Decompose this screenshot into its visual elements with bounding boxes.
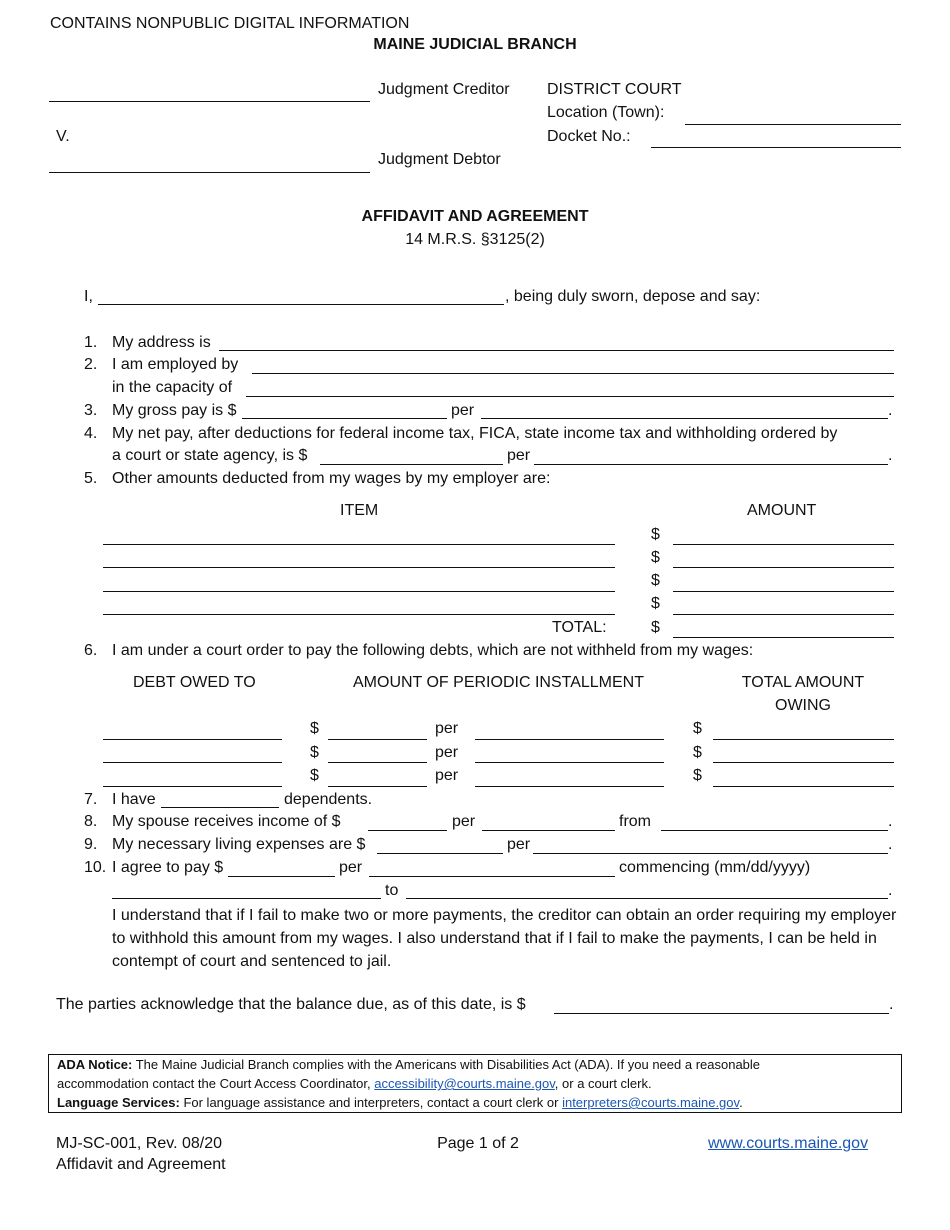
item-number: 3. xyxy=(84,402,98,419)
deduction-item-line[interactable] xyxy=(103,544,615,545)
deduction-amount-line[interactable] xyxy=(673,614,894,615)
total-owing-line[interactable] xyxy=(713,739,894,740)
form-id: MJ-SC-001, Rev. 08/20 xyxy=(56,1135,222,1152)
debt-per: per xyxy=(435,720,459,737)
spouse-income-period-line[interactable] xyxy=(482,830,615,831)
spouse-income-per: per xyxy=(452,813,476,830)
dollar-sign: $ xyxy=(651,572,660,589)
branch-title: MAINE JUDICIAL BRANCH xyxy=(373,36,577,53)
total-owing-header-2: OWING xyxy=(775,697,831,714)
balance-label: The parties acknowledge that the balance due, as of this date, is $ xyxy=(56,996,526,1013)
gross-pay-label: My gross pay is $ xyxy=(112,402,237,419)
installment-amount-line[interactable] xyxy=(328,786,427,787)
court-order-debts-label: I am under a court order to pay the following debts, which are not withheld from my wages: xyxy=(112,642,754,659)
total-owing-line[interactable] xyxy=(713,786,894,787)
gross-pay-period-line[interactable] xyxy=(481,418,888,419)
dollar-sign: $ xyxy=(651,595,660,612)
balance-amount-line[interactable] xyxy=(554,1013,889,1014)
debtor-label: Judgment Debtor xyxy=(378,151,501,168)
location-label: Location (Town): xyxy=(547,104,665,121)
dollar-sign: $ xyxy=(651,619,660,636)
dependents-label: I have xyxy=(112,791,156,808)
dollar-sign: $ xyxy=(310,744,319,761)
dollar-sign: $ xyxy=(693,720,702,737)
language-services-text: For language assistance and interpreters, contact a court clerk or xyxy=(179,1095,563,1110)
item-number: 7. xyxy=(84,791,98,808)
commencing-date-line[interactable] xyxy=(112,898,381,899)
address-label: My address is xyxy=(112,334,211,351)
debt-per: per xyxy=(435,744,459,761)
spouse-income-amount-line[interactable] xyxy=(368,830,447,831)
intro-i: I, xyxy=(84,288,93,305)
total-label: TOTAL: xyxy=(552,619,607,636)
ada-notice-label: ADA Notice: xyxy=(57,1057,133,1072)
item-number: 2. xyxy=(84,356,98,373)
language-services-label: Language Services: xyxy=(57,1095,180,1110)
item-number: 8. xyxy=(84,813,98,830)
intro-sworn: , being duly sworn, depose and say: xyxy=(505,288,761,305)
docket-label: Docket No.: xyxy=(547,128,631,145)
living-expenses-per: per xyxy=(507,836,531,853)
debt-per: per xyxy=(435,767,459,784)
deduction-amount-line[interactable] xyxy=(673,567,894,568)
installment-amount-line[interactable] xyxy=(328,762,427,763)
affiant-name-line[interactable] xyxy=(98,304,504,305)
item-column-header: ITEM xyxy=(340,502,379,519)
period-mark: . xyxy=(888,447,893,464)
item-number: 4. xyxy=(84,425,98,442)
accessibility-email-link[interactable]: accessibility@courts.maine.gov xyxy=(374,1076,555,1091)
ada-notice-text-2: accommodation contact the Court Access Coordinator, xyxy=(57,1076,375,1091)
period-mark: . xyxy=(888,882,893,899)
dollar-sign: $ xyxy=(310,720,319,737)
dependents-count-line[interactable] xyxy=(161,807,279,808)
period-mark: . xyxy=(889,996,894,1013)
gross-pay-per: per xyxy=(451,402,475,419)
installment-period-line[interactable] xyxy=(475,762,664,763)
net-pay-per: per xyxy=(507,447,531,464)
dollar-sign: $ xyxy=(693,744,702,761)
dollar-sign: $ xyxy=(651,526,660,543)
net-pay-period-line[interactable] xyxy=(534,464,888,465)
agree-period-line[interactable] xyxy=(369,876,615,877)
deduction-total-line[interactable] xyxy=(673,637,894,638)
period-mark: . xyxy=(888,813,893,830)
item-number: 10. xyxy=(84,859,107,876)
agree-to-label: to xyxy=(385,882,399,899)
period-mark: . xyxy=(888,836,893,853)
agree-to-pay-label: I agree to pay $ xyxy=(112,859,224,876)
creditor-label: Judgment Creditor xyxy=(378,81,510,98)
deduction-item-line[interactable] xyxy=(103,591,615,592)
notice-box xyxy=(48,1054,902,1113)
other-deductions-label: Other amounts deducted from my wages by my employer are: xyxy=(112,470,551,487)
dependents-suffix: dependents. xyxy=(284,791,373,808)
ada-notice-line xyxy=(57,1057,760,1072)
language-services-dot: . xyxy=(739,1095,743,1110)
court-label: DISTRICT COURT xyxy=(547,81,682,98)
net-pay-label-2: a court or state agency, is $ xyxy=(112,447,308,464)
agree-per: per xyxy=(339,859,363,876)
commencing-label: commencing (mm/dd/yyyy) xyxy=(619,859,811,876)
capacity-label: in the capacity of xyxy=(112,379,233,396)
item-number: 1. xyxy=(84,334,98,351)
dollar-sign: $ xyxy=(651,549,660,566)
page-number: Page 1 of 2 xyxy=(437,1135,519,1152)
total-owing-line[interactable] xyxy=(713,762,894,763)
gross-pay-amount-line[interactable] xyxy=(242,418,447,419)
agree-end-line[interactable] xyxy=(406,898,888,899)
net-pay-label: My net pay, after deductions for federal income tax, FICA, state income tax and withholding ordered by xyxy=(112,425,838,442)
debt-owed-line[interactable] xyxy=(103,786,282,787)
debt-owed-line[interactable] xyxy=(103,739,282,740)
form-name: Affidavit and Agreement xyxy=(56,1156,226,1173)
living-expenses-period-line[interactable] xyxy=(533,853,888,854)
location-line[interactable] xyxy=(685,124,901,125)
deduction-item-line[interactable] xyxy=(103,614,615,615)
website-link[interactable]: www.courts.maine.gov xyxy=(708,1135,869,1152)
installment-period-line[interactable] xyxy=(475,786,664,787)
ada-notice-line-2 xyxy=(57,1076,652,1091)
creditor-name-line[interactable] xyxy=(49,101,370,102)
agree-amount-line[interactable] xyxy=(228,876,335,877)
deduction-item-line[interactable] xyxy=(103,567,615,568)
address-line[interactable] xyxy=(219,350,894,351)
spouse-income-source-line[interactable] xyxy=(661,830,888,831)
form-title: AFFIDAVIT AND AGREEMENT xyxy=(361,208,589,225)
living-expenses-label: My necessary living expenses are $ xyxy=(112,836,366,853)
versus-label: V. xyxy=(56,128,70,145)
item-number: 5. xyxy=(84,470,98,487)
item-number: 9. xyxy=(84,836,98,853)
employer-label: I am employed by xyxy=(112,356,239,373)
debtor-name-line[interactable] xyxy=(49,172,370,173)
consequence-paragraph: I understand that if I fail to make two or more payments, the creditor can obtain an order requiring my employer to withhold this amount from my wages. I also understand that if I fail to make the payments, I can be held in contempt of court and sentenced to jail. xyxy=(112,907,897,970)
dollar-sign: $ xyxy=(693,767,702,784)
spouse-income-from: from xyxy=(619,813,651,830)
debt-owed-header: DEBT OWED TO xyxy=(133,674,256,691)
installment-period-line[interactable] xyxy=(475,739,664,740)
ada-notice-text-3: , or a court clerk. xyxy=(554,1076,652,1091)
deduction-amount-line[interactable] xyxy=(673,544,894,545)
period-mark: . xyxy=(888,402,893,419)
net-pay-amount-line[interactable] xyxy=(320,464,503,465)
spouse-income-label: My spouse receives income of $ xyxy=(112,813,341,830)
nonpublic-banner: CONTAINS NONPUBLIC DIGITAL INFORMATION xyxy=(50,15,410,32)
docket-line[interactable] xyxy=(651,147,901,148)
living-expenses-amount-line[interactable] xyxy=(377,853,503,854)
statute-reference: 14 M.R.S. §3125(2) xyxy=(405,231,545,248)
installment-header: AMOUNT OF PERIODIC INSTALLMENT xyxy=(353,674,644,691)
item-number: 6. xyxy=(84,642,98,659)
debt-owed-line[interactable] xyxy=(103,762,282,763)
interpreters-email-link[interactable]: interpreters@courts.maine.gov xyxy=(562,1095,740,1110)
deduction-amount-line[interactable] xyxy=(673,591,894,592)
dollar-sign: $ xyxy=(310,767,319,784)
total-owing-header: TOTAL AMOUNT xyxy=(741,674,865,691)
language-services-line xyxy=(57,1095,743,1110)
capacity-line[interactable] xyxy=(246,396,894,397)
amount-column-header: AMOUNT xyxy=(747,502,817,519)
ada-notice-text: The Maine Judicial Branch complies with the Americans with Disabilities Act (ADA). If you need a reasonable xyxy=(132,1057,761,1072)
installment-amount-line[interactable] xyxy=(328,739,427,740)
employer-line[interactable] xyxy=(252,373,894,374)
